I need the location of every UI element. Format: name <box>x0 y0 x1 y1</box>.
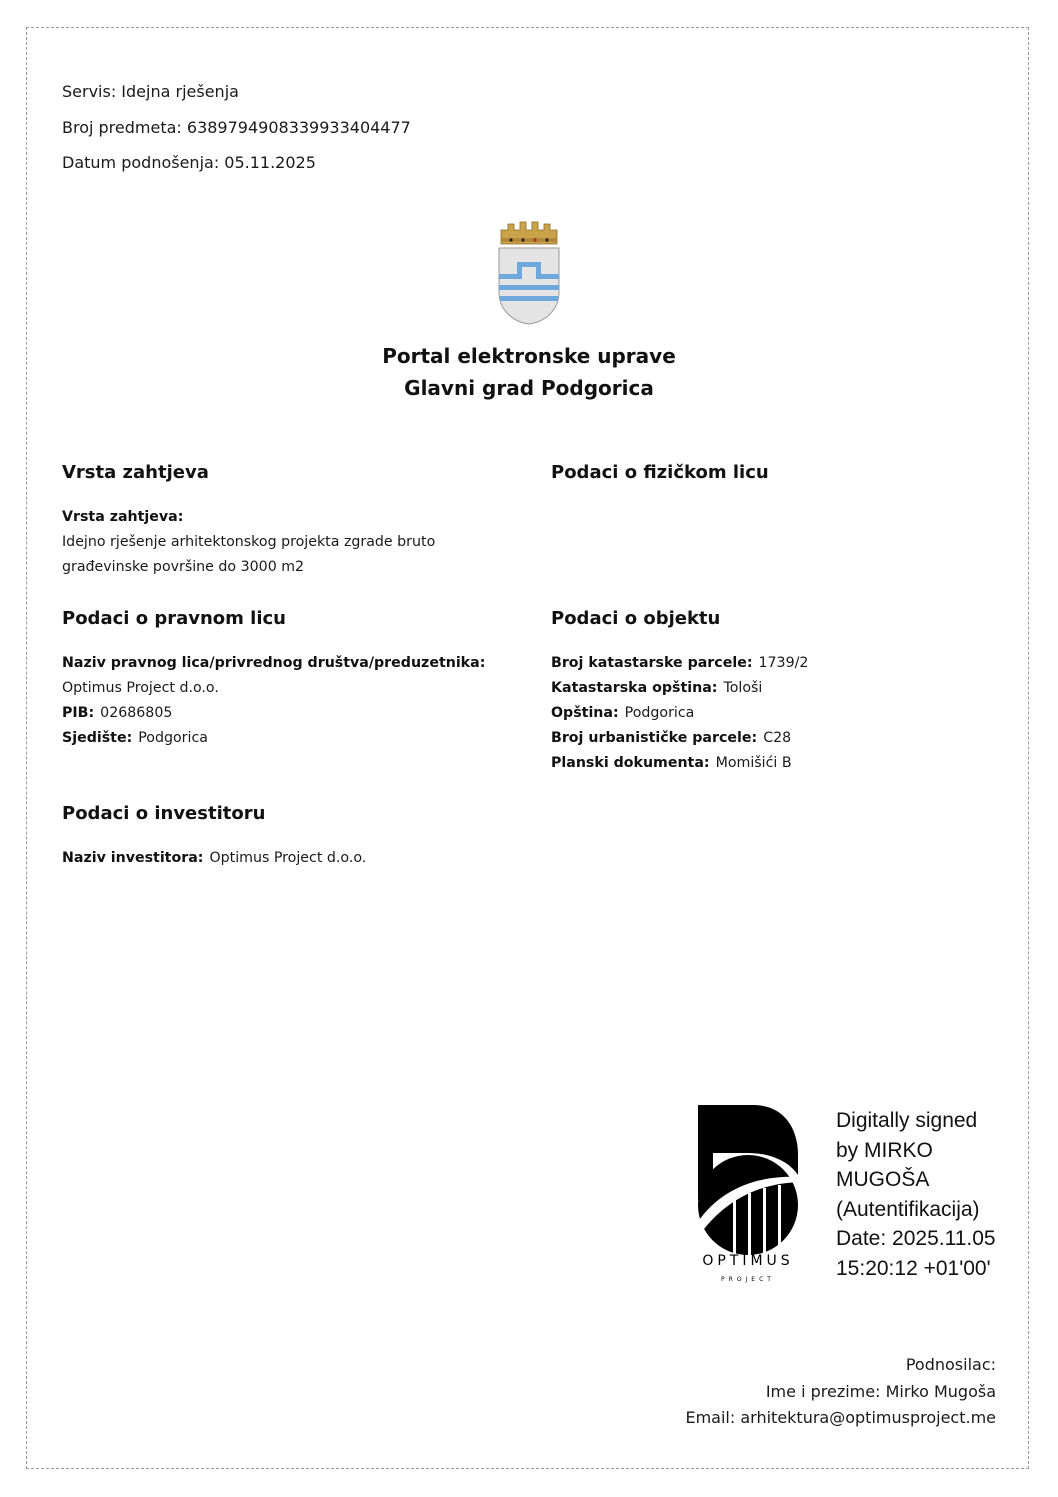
digital-signature <box>836 1106 996 1283</box>
logo-text: OPTIMUS <box>702 1253 794 1269</box>
logo-subtext: PROJECT <box>721 1276 775 1283</box>
field-value: 1739/2 <box>758 655 809 671</box>
field-label: Katastarska opština: <box>551 680 718 696</box>
service-name: Servis: Idejna rješenja <box>62 82 239 101</box>
request-type-value-line-1: Idejno rješenje arhitektonskog projekta zgrade bruto <box>62 534 436 550</box>
submitter-name: Ime i prezime: Mirko Mugoša <box>765 1381 996 1401</box>
field-label: Planski dokumenta: <box>551 755 710 771</box>
company-name-label: Naziv pravnog lica/privrednog društva/preduzetnika: <box>62 655 486 671</box>
section-title: Vrsta zahtjeva <box>62 462 209 483</box>
case-number: Broj predmeta: 638979490833993340447​7 <box>62 117 411 137</box>
section-title: Podaci o investitoru <box>62 803 266 824</box>
field-value: C28 <box>763 730 792 746</box>
submitter-email: Email: arhitektura@optimusproject.me <box>685 1408 996 1427</box>
section-investor <box>62 802 366 871</box>
field-label: Broj katastarske parcele: <box>551 655 753 671</box>
signature-line: by MIRKO <box>836 1138 933 1162</box>
portal-title-line-2: Glavni grad Podgorica <box>404 376 654 400</box>
request-type-label: Vrsta zahtjeva: <box>62 509 184 525</box>
headquarters-value: Podgorica <box>138 730 208 746</box>
field-label: Opština: <box>551 705 619 721</box>
section-legal-entity <box>62 607 485 751</box>
signature-line: Digitally signed <box>836 1109 978 1132</box>
signature-line: MUGOŠA <box>836 1168 930 1191</box>
request-meta <box>62 78 411 185</box>
field-value: Podgorica <box>624 705 695 721</box>
section-request-type <box>62 461 435 580</box>
investor-label: Naziv investitora: <box>62 850 204 866</box>
signature-line: Date: 2025.11.05 <box>836 1227 996 1250</box>
signature-line: (Autentifikacija) <box>836 1197 980 1221</box>
field-value: Momišići B <box>715 755 792 771</box>
signature-line: 15:20:12 +01'00' <box>836 1256 991 1280</box>
section-building <box>551 607 808 776</box>
submitter-block <box>685 1352 996 1432</box>
building-field <box>551 676 808 701</box>
podgorica-crest-icon <box>495 218 563 326</box>
headquarters-label: Sjedište: <box>62 730 133 746</box>
pib-value: 02686805 <box>100 705 173 721</box>
company-name-value: Optimus Project d.o.o. <box>62 680 219 696</box>
field-value: Tološi <box>723 680 763 696</box>
section-title: Podaci o objektu <box>551 608 721 629</box>
investor-value: Optimus Project d.o.o. <box>209 850 367 866</box>
portal-title <box>0 340 1058 404</box>
optimus-logo-icon <box>693 1105 803 1285</box>
field-label: Broj urbanističke parcele: <box>551 730 758 746</box>
building-field <box>551 751 808 776</box>
submitter-heading: Podnosilac: <box>905 1355 996 1374</box>
building-field <box>551 726 808 751</box>
building-field <box>551 651 808 676</box>
building-field <box>551 701 808 726</box>
request-type-value-line-2: građevinske površine do 3000 m2 <box>62 559 305 575</box>
submission-date: Datum podnošenja: 05.11.2025 <box>62 153 316 172</box>
portal-title-line-1: Portal elektronske uprave <box>382 344 676 368</box>
section-title: Podaci o pravnom licu <box>62 608 286 629</box>
section-natural-person <box>551 461 769 485</box>
pib-label: PIB: <box>62 705 95 721</box>
section-title: Podaci o fizičkom licu <box>551 462 769 483</box>
